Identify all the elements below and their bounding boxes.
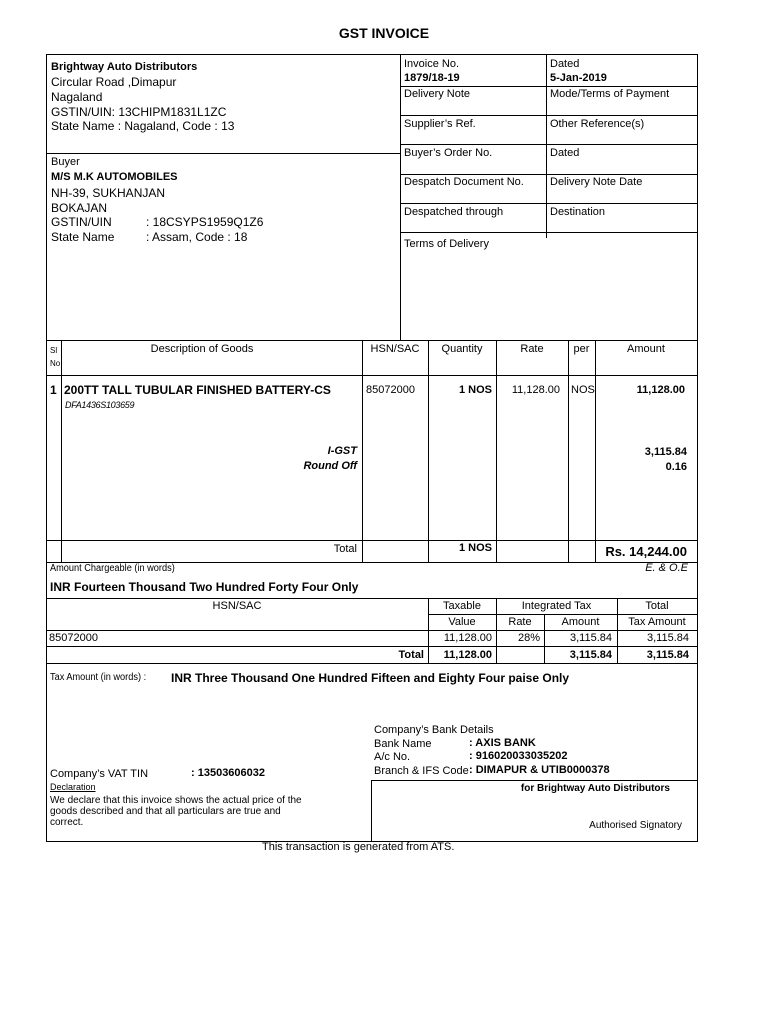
despatch-doc-label: Despatch Document No.	[404, 176, 524, 188]
hsn-header: HSN/SAC	[370, 343, 420, 355]
total-amount: Rs. 14,244.00	[605, 544, 687, 559]
other-ref-label: Other Reference(s)	[550, 118, 645, 130]
eoe-label: E. & O.E	[645, 562, 688, 574]
declaration-line-3: correct.	[50, 817, 84, 828]
delivery-note-label: Delivery Note	[404, 88, 471, 100]
suppliers-ref-label: Supplier’s Ref.	[404, 118, 476, 130]
declaration-line-1: We declare that this invoice shows the actual price of the	[50, 795, 302, 806]
amount-words-label: Amount Chargeable (in words)	[50, 563, 175, 574]
item-quantity: 1 NOS	[458, 384, 492, 396]
declaration-heading: Declaration	[50, 782, 96, 792]
buyer-address-2: BOKAJAN	[51, 201, 108, 215]
buyer-label: Buyer	[51, 156, 80, 168]
seller-address-1: Circular Road ,Dimapur	[51, 75, 177, 89]
item-amount: 11,128.00	[636, 384, 685, 396]
declaration-line-2: goods described and that all particulars are true and	[50, 806, 281, 817]
buyer-name: M/S M.K AUTOMOBILES	[51, 171, 178, 183]
tax-row-rate: 28%	[517, 632, 540, 644]
dated-value: 5-Jan-2019	[550, 72, 607, 84]
item-rate: 11,128.00	[511, 384, 560, 396]
seller-name: Brightway Auto Distributors	[51, 61, 198, 73]
roundoff-label: Round Off	[303, 460, 357, 472]
tax-row-taxable: 11,128.00	[443, 632, 492, 644]
buyers-order-label: Buyer’s Order No.	[404, 147, 493, 159]
igst-amount: 3,115.84	[644, 446, 687, 458]
per-header: per	[573, 343, 590, 355]
roundoff-amount: 0.16	[665, 461, 687, 473]
total-header: Total	[645, 600, 669, 612]
bank-name-label: Bank Name	[374, 738, 432, 750]
tax-amount-subheader: Amount	[561, 616, 600, 628]
buyer-state-label: State Name	[51, 230, 115, 244]
tax-totals-label: Total	[398, 649, 424, 661]
amount-header: Amount	[627, 343, 665, 355]
igst-label: I-GST	[327, 445, 357, 457]
buyer-state-value: : Assam, Code : 18	[146, 230, 248, 244]
delivery-note-date-label: Delivery Note Date	[550, 176, 643, 188]
invoice-title: GST INVOICE	[338, 25, 430, 41]
seller-address-2: Nagaland	[51, 90, 103, 104]
tax-row-amount: 3,115.84	[569, 632, 612, 644]
bank-branch-value: : DIMAPUR & UTIB0000378	[469, 764, 610, 776]
item-per: NOS	[571, 384, 595, 396]
no-header: No.	[50, 359, 63, 368]
despatched-through-label: Despatched through	[404, 206, 504, 218]
buyer-gstin-value: : 18CSYPS1959Q1Z6	[146, 215, 264, 229]
quantity-header: Quantity	[441, 343, 483, 355]
total-label: Total	[333, 543, 357, 555]
bank-name-value: : AXIS BANK	[469, 737, 536, 749]
item-description: 200TT TALL TUBULAR FINISHED BATTERY-CS	[64, 383, 331, 397]
tax-row-hsn: 85072000	[49, 632, 98, 644]
taxable-header: Taxable	[443, 600, 481, 612]
item-sl: 1	[50, 383, 57, 397]
tax-totals-total: 3,115.84	[646, 649, 689, 661]
for-company: for Brightway Auto Distributors	[520, 783, 670, 794]
tax-words-value: INR Three Thousand One Hundred Fifteen and Eighty Four paise Only	[171, 671, 570, 685]
vat-value: : 13503606032	[191, 767, 266, 779]
tax-hsn-header: HSN/SAC	[212, 600, 262, 612]
invoice-no-label: Invoice No.	[404, 58, 460, 70]
rate-header: Rate	[520, 343, 544, 355]
mode-terms-label: Mode/Terms of Payment	[550, 88, 670, 100]
seller-state: State Name : Nagaland, Code : 13	[51, 119, 235, 133]
dated2-label: Dated	[550, 147, 580, 159]
value-header: Value	[448, 616, 476, 628]
tax-words-label: Tax Amount (in words) :	[50, 672, 147, 683]
destination-label: Destination	[550, 206, 606, 218]
invoice-no-value: 1879/18-19	[404, 72, 460, 84]
authorised-signatory: Authorised Signatory	[589, 820, 682, 831]
bank-ac-value: : 916020033035202	[469, 750, 568, 762]
buyer-gstin-label: GSTIN/UIN	[51, 215, 112, 229]
tax-totals-amount: 3,115.84	[569, 649, 612, 661]
item-serial: DFA1436S103659	[65, 400, 135, 410]
item-hsn: 85072000	[366, 384, 415, 396]
terms-delivery-label: Terms of Delivery	[404, 238, 489, 250]
tax-totals-taxable: 11,128.00	[443, 649, 492, 661]
integrated-tax-header: Integrated Tax	[521, 600, 592, 612]
dated-label: Dated	[550, 58, 580, 70]
sl-header: Sl	[50, 346, 58, 355]
bank-branch-label: Branch & IFS Code	[374, 765, 469, 777]
vat-label: Company’s VAT TIN	[50, 768, 149, 780]
tax-amount-header: Tax Amount	[628, 616, 686, 628]
tax-rate-header: Rate	[508, 616, 532, 628]
bank-heading: Company’s Bank Details	[374, 724, 494, 736]
total-quantity: 1 NOS	[458, 542, 492, 554]
footer-note: This transaction is generated from ATS.	[262, 841, 455, 853]
amount-words-value: INR Fourteen Thousand Two Hundred Forty Four Only	[50, 580, 359, 594]
tax-row-total: 3,115.84	[646, 632, 689, 644]
description-header: Description of Goods	[150, 343, 254, 355]
buyer-address-1: NH-39, SUKHANJAN	[51, 186, 166, 200]
bank-ac-label: A/c No.	[374, 751, 411, 763]
seller-gstin: GSTIN/UIN: 13CHIPM1831L1ZC	[51, 105, 227, 119]
